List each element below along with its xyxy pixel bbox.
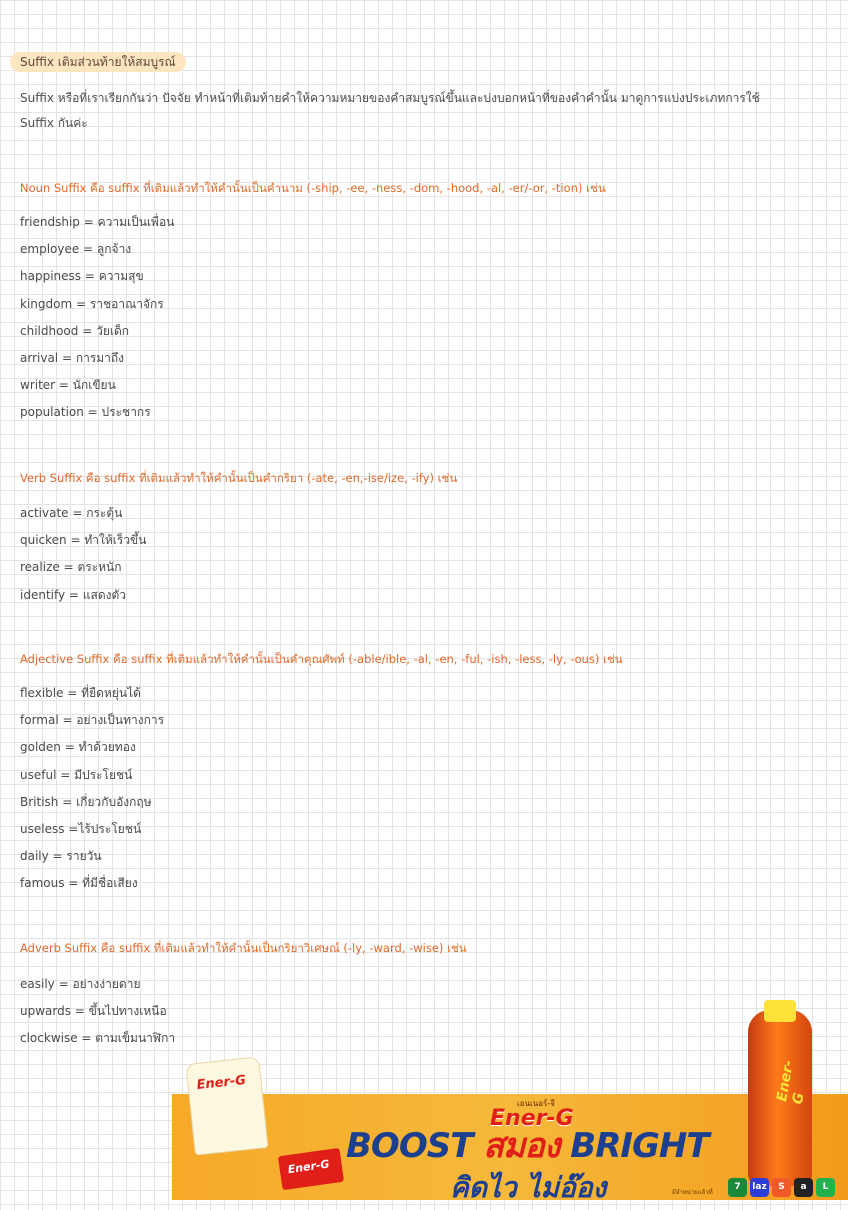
list-item: formal = อย่างเป็นทางการ xyxy=(20,713,165,728)
verb-suffix-heading: Verb Suffix คือ suffix ที่เติมแล้วทำให้คำนั้นเป็นคำกริยา (-ate, -en,-ise/ize, -ify) เช่น xyxy=(20,471,458,485)
product-pack-image xyxy=(278,1148,344,1190)
list-item: identify = แสดงตัว xyxy=(20,587,127,602)
list-item: childhood = วัยเด็ก xyxy=(20,323,130,338)
list-item: famous = ที่มีชื่อเสียง xyxy=(20,876,138,891)
list-item: population = ประชากร xyxy=(20,405,151,420)
list-item: writer = นักเขียน xyxy=(20,378,116,393)
ad-banner[interactable] xyxy=(172,1058,848,1204)
adverb-suffix-heading: Adverb Suffix คือ suffix ที่เติมแล้วทำให้คำนั้นเป็นกริยาวิเศษณ์ (-ly, -ward, -wise) เช่น xyxy=(20,941,467,955)
noun-suffix-list xyxy=(20,209,174,427)
verb-suffix-list xyxy=(20,500,146,609)
shopping-bag-icon[interactable]: a xyxy=(794,1178,813,1197)
adjective-suffix-list xyxy=(20,680,164,898)
line-icon[interactable]: L xyxy=(816,1178,835,1197)
list-item: flexible = ที่ยืดหยุ่นได้ xyxy=(20,686,141,700)
list-item: useful = มีประโยชน์ xyxy=(20,767,133,782)
list-item: employee = ลูกจ้าง xyxy=(20,242,132,257)
list-item: friendship = ความเป็นเพื่อน xyxy=(20,215,175,229)
ad-brand-thai: เอนเนอร์-จี xyxy=(517,1099,555,1108)
list-item: easily = อย่างง่ายดาย xyxy=(20,977,141,991)
pouch-label: Ener-G xyxy=(195,1072,247,1094)
shopee-icon[interactable]: S xyxy=(772,1178,791,1197)
bottle-label: Ener-G xyxy=(774,1058,808,1106)
ad-brand-logo: Ener-G xyxy=(490,1106,574,1131)
list-item: upwards = ขึ้นไปทางเหนือ xyxy=(20,1004,167,1019)
ad-tagline: คิดไว ไม่อ๊อง xyxy=(450,1171,607,1204)
ad-shop-note: มีจำหน่ายแล้วที่ xyxy=(672,1189,713,1196)
list-item: clockwise = ตามเข็มนาฬิกา xyxy=(20,1031,176,1046)
product-bottle-image xyxy=(748,1010,812,1186)
list-item: quicken = ทำให้เร็วขึ้น xyxy=(20,533,147,548)
lazada-icon[interactable]: laz xyxy=(750,1178,769,1197)
ad-headline xyxy=(346,1128,709,1164)
intro-paragraph: Suffix หรือที่เราเรียกกันว่า ปัจจัย ทำหน้าที่เติมท้ายคำให้ความหมายของคำสมบูรณ์ขึ้นและบ่งบอกหน้าที่ของคำคำนั้น มาดูการแบ่งประเภทการใช้ Suffix กันค่ะ xyxy=(20,91,760,130)
list-item: useless =ไร้ประโยชน์ xyxy=(20,821,142,836)
list-item: realize = ตระหนัก xyxy=(20,560,122,575)
list-item: golden = ทำด้วยทอง xyxy=(20,740,136,755)
list-item: British = เกี่ยวกับอังกฤษ xyxy=(20,794,152,809)
bottle-cap xyxy=(764,1000,796,1022)
pack-label: Ener-G xyxy=(286,1157,331,1177)
headline-bright: BRIGHT xyxy=(570,1126,709,1166)
list-item: arrival = การมาถึง xyxy=(20,350,125,365)
list-item: activate = กระตุ้น xyxy=(20,506,123,520)
list-item: kingdom = ราชอาณาจักร xyxy=(20,296,164,311)
page-title: Suffix เติมส่วนท้ายให้สมบูรณ์ xyxy=(10,52,186,72)
seven-eleven-icon[interactable]: 7 xyxy=(728,1178,747,1197)
noun-suffix-heading: Noun Suffix คือ suffix ที่เติมแล้วทำให้คำนั้นเป็นคำนาม (-ship, -ee, -ness, -dom, -hood, -al, -er/-or, -tion) เช่น xyxy=(20,181,606,195)
adjective-suffix-heading: Adjective Suffix คือ suffix ที่เติมแล้วทำให้คำนั้นเป็นคำคุณศัพท์ (-able/ible, -al, -en, -ful, -ish, -less, -ly, -ous) เช่น xyxy=(20,652,623,666)
shop-icons xyxy=(728,1178,835,1197)
list-item: daily = รายวัน xyxy=(20,849,102,864)
headline-brain: สมอง xyxy=(483,1126,560,1166)
product-pouch-image xyxy=(185,1056,268,1155)
adverb-suffix-list xyxy=(20,971,175,1053)
headline-boost: BOOST xyxy=(346,1126,473,1166)
list-item: happiness = ความสุข xyxy=(20,269,144,284)
